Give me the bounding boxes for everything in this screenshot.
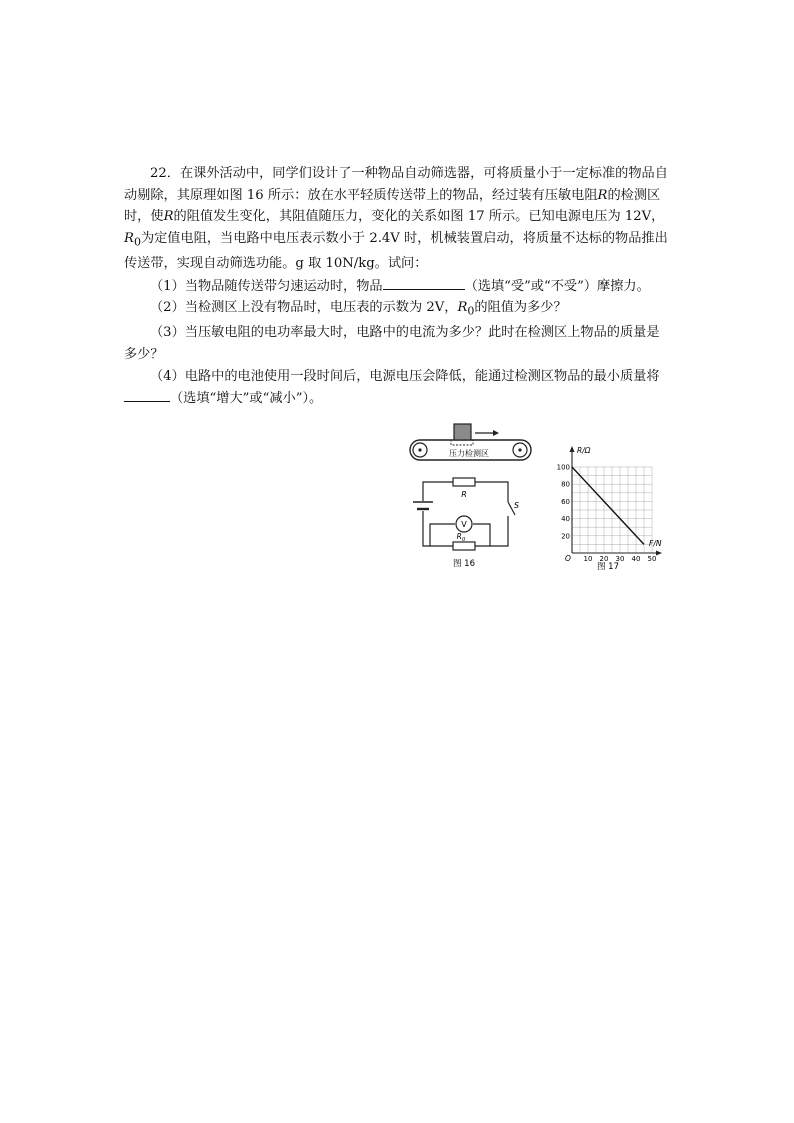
answer-blank-1[interactable] <box>383 275 465 290</box>
resistor-r0 <box>453 542 475 550</box>
x-tick-label: 20 <box>599 555 609 563</box>
figure-16-label: 图 16 <box>452 559 476 569</box>
sub-question-1 <box>124 275 672 298</box>
sub2-text-a: （2）当检测区上没有物品时，电压表的示数为 2V， <box>150 300 458 316</box>
sub1-text-b: （选填“受”或“不受”）摩擦力。 <box>464 278 650 294</box>
question-intro <box>124 163 672 275</box>
figure-16 <box>405 418 535 574</box>
y-tick-label: 60 <box>561 497 570 506</box>
y-tick-labels <box>557 464 570 541</box>
intro-text-2: 的检测区时，使 <box>124 187 661 225</box>
answer-blank-4[interactable] <box>124 387 170 402</box>
left-roller-axle <box>418 448 421 451</box>
origin-label: O <box>565 554 571 563</box>
r-symbol: R <box>597 187 608 203</box>
y-tick-label: 100 <box>556 463 570 472</box>
sub3-text: （3）当压敏电阻的电功率最大时，电路中的电流为多少？此时在检测区上物品的质量是多少？ <box>124 325 660 363</box>
sub-question-3 <box>124 322 672 365</box>
y-tick-label: 20 <box>561 532 570 541</box>
r0-subscript: 0 <box>467 304 475 318</box>
switch-label: S <box>514 501 520 510</box>
sub-question-2 <box>124 297 672 322</box>
x-tick-label: 40 <box>631 555 641 563</box>
zone-label: 压力检测区 <box>449 449 489 458</box>
data-line <box>572 467 644 544</box>
sub4-text-b: （选填“增大”或“减小”）。 <box>170 391 323 407</box>
question-22 <box>124 163 672 410</box>
voltmeter-wire-left <box>430 524 455 546</box>
x-tick-labels <box>584 555 657 563</box>
y-tick-label: 40 <box>561 515 570 524</box>
r0-symbol: R <box>457 300 468 316</box>
sensor-zone <box>451 440 473 445</box>
r-symbol: R <box>163 209 174 225</box>
y-tick-label: 80 <box>561 480 570 489</box>
x-axis-label: F/N <box>649 539 662 548</box>
x-tick-label: 50 <box>647 555 657 563</box>
sub1-text-a: （1）当物品随传送带匀速运动时，物品 <box>150 278 383 294</box>
arrow-head <box>493 430 499 436</box>
r0-subscript: 0 <box>133 235 141 249</box>
object-box <box>454 424 471 440</box>
figure-17-label: 图 17 <box>596 562 620 572</box>
sub2-text-b: 的阻值为多少？ <box>474 300 567 316</box>
x-tick-label: 30 <box>615 555 625 563</box>
x-tick-label: 10 <box>583 555 593 563</box>
y-axis-label: R/Ω <box>577 446 591 455</box>
r0-symbol: R <box>124 230 134 246</box>
resistor-r-label: R <box>461 490 467 499</box>
resistor-r0-label: $R_0$ <box>456 532 466 543</box>
voltmeter-label: V <box>461 520 467 529</box>
figure-17 <box>556 444 675 574</box>
sub4-text-a: （4）电路中的电池使用一段时间后，电源电压会降低，能通过检测区物品的最小质量将 <box>150 368 660 384</box>
intro-text-1: 22．在课外活动中，同学们设计了一种物品自动筛选器，可将质量小于一定标准的物品自动剔除，其原理如图 16 所示：放在水平轻质传送带上的物品，经过装有压敏电阻 <box>124 166 668 203</box>
x-axis-arrow <box>656 551 662 556</box>
right-roller-axle <box>518 448 521 451</box>
intro-text-4: 为定值电阻，当电路中电压表示数小于 2.4V 时，机械装置启动，将质量不达标的物品推出传送带，实现自动筛选功能。g 取 10N/kg。试问： <box>124 230 668 272</box>
sub-question-4 <box>124 366 672 410</box>
resistor-r <box>453 478 475 486</box>
y-axis-arrow <box>570 446 575 452</box>
intro-text-3: 的阻值发生变化，其阻值随压力，变化的关系如图 17 所示。已知电源电压为 12V， <box>173 209 665 225</box>
